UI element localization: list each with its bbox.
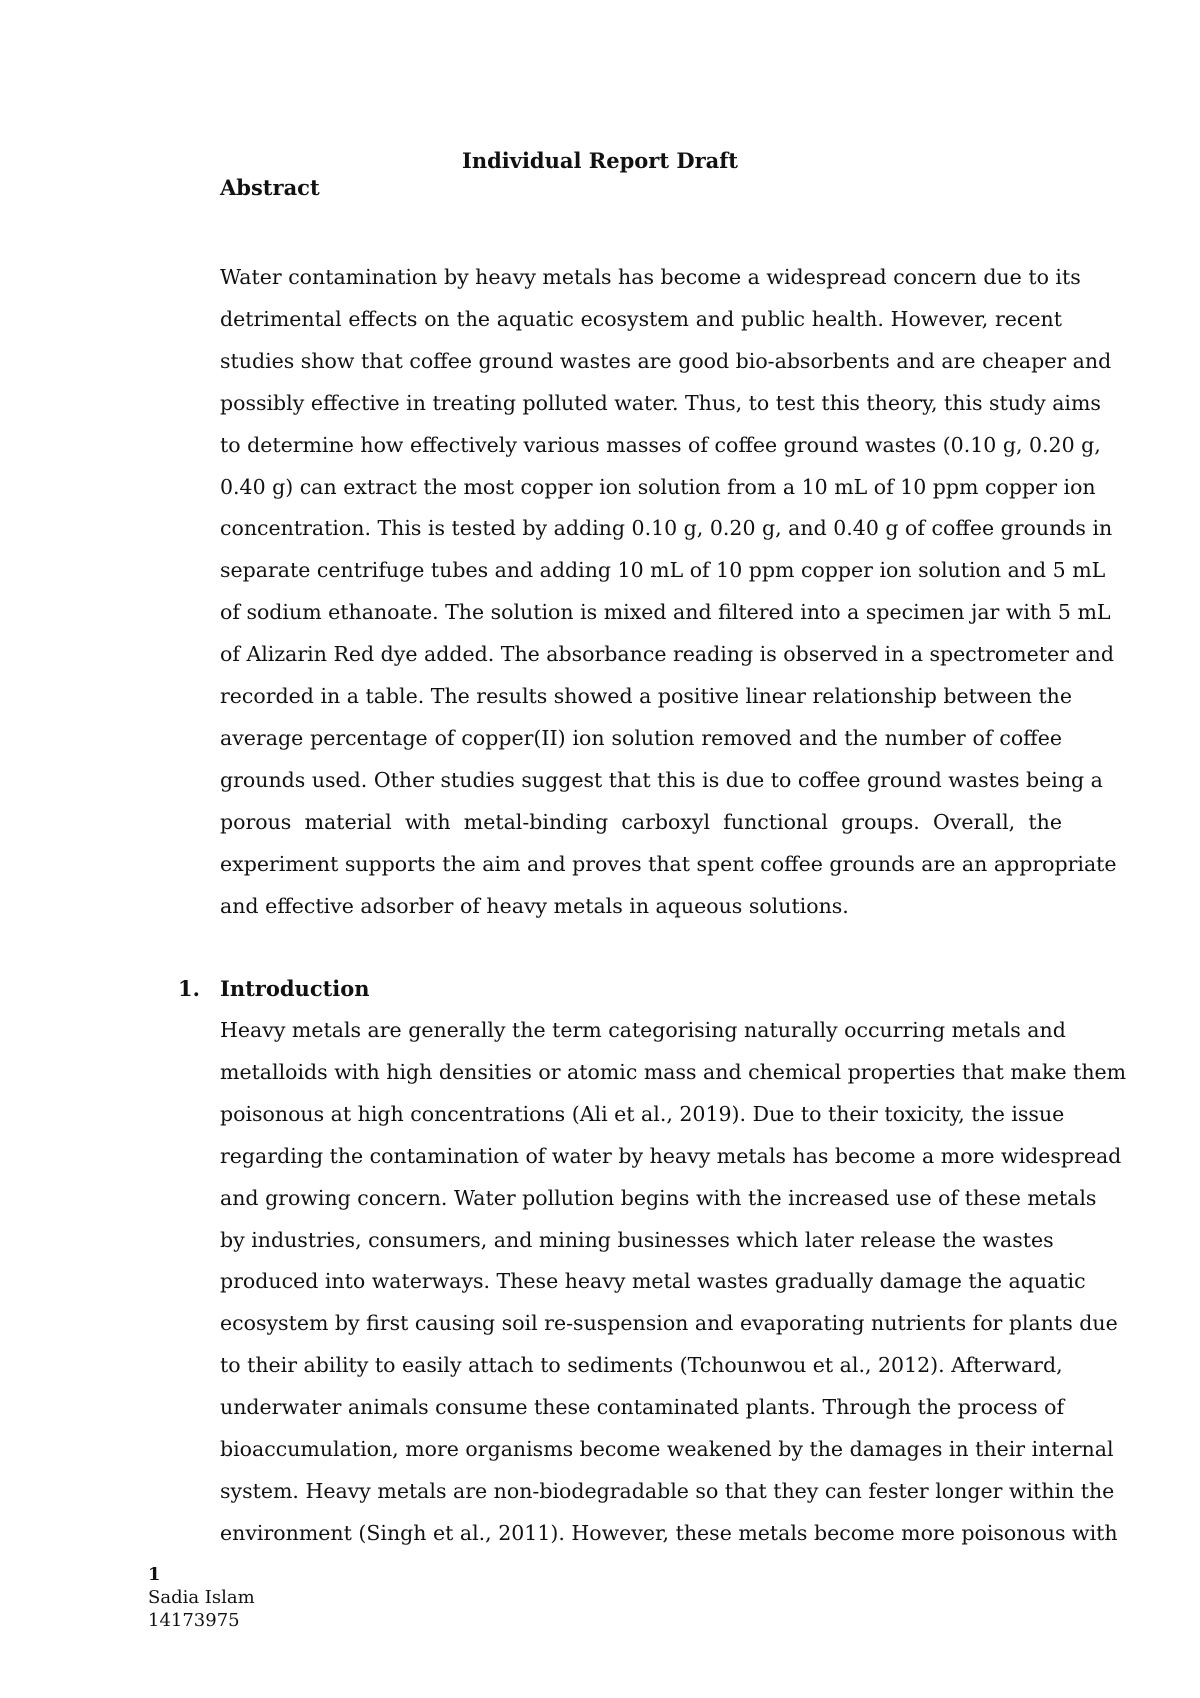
- abstract-line: 0.40 g) can extract the most copper ion solution from a 10 mL of 10 ppm copper ion: [220, 474, 1096, 499]
- abstract-heading: Abstract: [220, 175, 320, 200]
- intro-line: bioaccumulation, more organisms become weakened by the damages in their internal: [220, 1437, 1114, 1462]
- page-number: 1: [148, 1564, 161, 1585]
- intro-line: environment (Singh et al., 2011). However, these metals become more poisonous with: [220, 1520, 1118, 1545]
- abstract-line: grounds used. Other studies suggest that this is due to coffee ground wastes being a: [220, 767, 1103, 792]
- abstract-body: [220, 257, 1117, 928]
- intro-line: metalloids with high densities or atomic mass and chemical properties that make them: [220, 1059, 1127, 1084]
- intro-line: to their ability to easily attach to sediments (Tchounwou et al., 2012). Afterward,: [220, 1353, 1063, 1378]
- intro-line: regarding the contamination of water by heavy metals has become a more widespread: [220, 1143, 1122, 1168]
- abstract-line: of sodium ethanoate. The solution is mixed and filtered into a specimen jar with 5 mL: [220, 600, 1111, 625]
- page-footer: [148, 1563, 255, 1632]
- abstract-line: of Alizarin Red dye added. The absorbance reading is observed in a spectrometer and: [220, 642, 1114, 667]
- document-title: Individual Report Draft: [462, 148, 738, 173]
- introduction-heading: [178, 974, 370, 1004]
- abstract-line: concentration. This is tested by adding 0.10 g, 0.20 g, and 0.40 g of coffee grounds in: [220, 516, 1113, 541]
- abstract-line: average percentage of copper(II) ion solution removed and the number of coffee: [220, 725, 1062, 750]
- introduction-body: [220, 1010, 1127, 1555]
- abstract-line: experiment supports the aim and proves that spent coffee grounds are an appropriate: [220, 851, 1117, 876]
- abstract-line: detrimental effects on the aquatic ecosystem and public health. However, recent: [220, 306, 1062, 331]
- intro-line: produced into waterways. These heavy metal wastes gradually damage the aquatic: [220, 1269, 1086, 1294]
- section-title: Introduction: [220, 976, 370, 1001]
- abstract-line: Water contamination by heavy metals has become a widespread concern due to its: [220, 265, 1081, 289]
- abstract-line: possibly effective in treating polluted water. Thus, to test this theory, this study aims: [220, 390, 1101, 415]
- intro-line: underwater animals consume these contaminated plants. Through the process of: [220, 1395, 1065, 1420]
- author-name: Sadia Islam: [148, 1587, 255, 1608]
- intro-line: poisonous at high concentrations (Ali et al., 2019). Due to their toxicity, the issue: [220, 1101, 1065, 1126]
- intro-line: ecosystem by first causing soil re-suspension and evaporating nutrients for plants due: [220, 1311, 1118, 1336]
- intro-line: Heavy metals are generally the term categorising naturally occurring metals and: [220, 1018, 1066, 1042]
- abstract-line: and effective adsorber of heavy metals in aqueous solutions.: [220, 893, 849, 918]
- intro-line: and growing concern. Water pollution begins with the increased use of these metals: [220, 1185, 1097, 1210]
- abstract-line: separate centrifuge tubes and adding 10 mL of 10 ppm copper ion solution and 5 mL: [220, 558, 1106, 583]
- student-id: 14173975: [148, 1610, 240, 1631]
- abstract-line: porous material with metal-binding carboxyl functional groups. Overall, the: [220, 809, 1062, 834]
- section-number: 1.: [178, 976, 200, 1001]
- abstract-line: to determine how effectively various masses of coffee ground wastes (0.10 g, 0.20 g,: [220, 432, 1101, 457]
- intro-line: by industries, consumers, and mining businesses which later release the wastes: [220, 1227, 1054, 1252]
- abstract-line: studies show that coffee ground wastes are good bio-absorbents and are cheaper and: [220, 348, 1112, 373]
- abstract-line: recorded in a table. The results showed a positive linear relationship between the: [220, 684, 1073, 709]
- intro-line: system. Heavy metals are non-biodegradable so that they can fester longer within the: [220, 1478, 1115, 1503]
